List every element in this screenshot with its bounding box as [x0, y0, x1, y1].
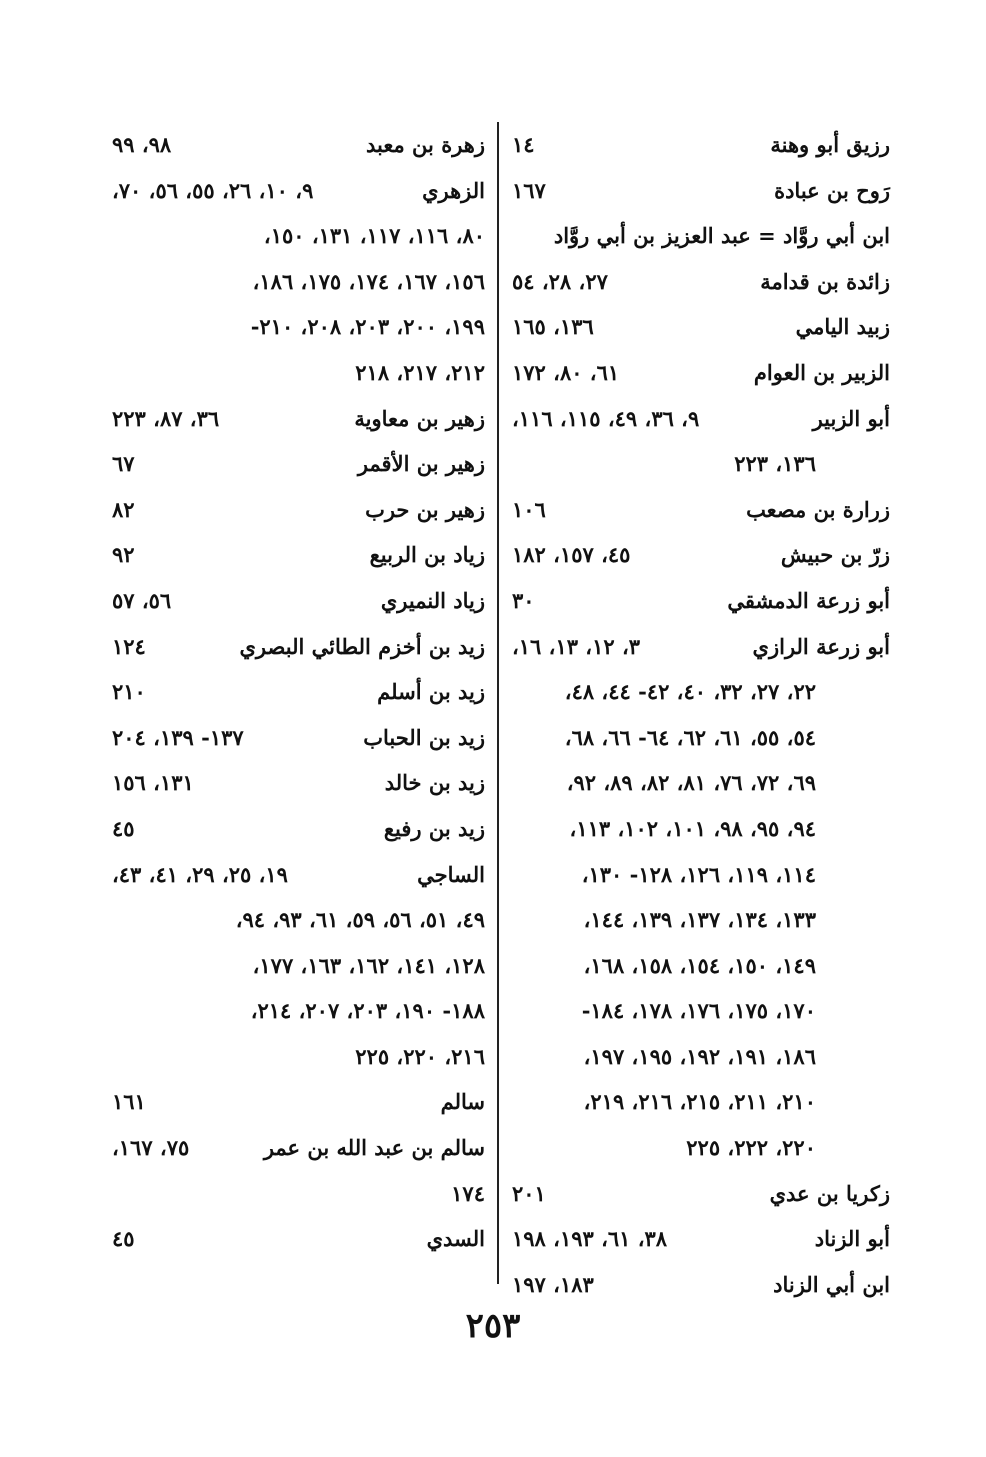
index-entry: [112, 396, 485, 442]
entry-name: زيد بن خالد: [384, 770, 485, 796]
entry-pages: ٣٠: [512, 587, 535, 613]
entry-cross-reference: ابن أبي روَّاد = عبد العزيز بن أبي روَّاد: [553, 223, 890, 249]
index-entry: [112, 532, 485, 578]
entry-name: زيد بن رفيع: [383, 815, 485, 841]
entry-pages-continued: ٦٩، ٧٢، ٧٦، ٨١، ٨٢، ٨٩، ٩٢،: [566, 770, 816, 796]
entry-name: سالم بن عبد الله بن عمر: [263, 1135, 485, 1161]
index-entry: [512, 1171, 890, 1217]
entry-pages: ٦٧: [112, 451, 135, 477]
index-entry: [112, 943, 485, 989]
index-entry: [112, 487, 485, 533]
entry-pages: ٣٦، ٨٧، ٢٢٣: [112, 405, 220, 431]
entry-name: زيد بن الحباب: [363, 724, 485, 750]
index-entry: [512, 897, 890, 943]
index-entry: [112, 1079, 485, 1125]
entry-pages: ٥٦، ٥٧: [112, 587, 172, 613]
entry-pages-continued: ١٤٩، ١٥٠، ١٥٤، ١٥٨، ١٦٨،: [583, 952, 816, 978]
entry-name: أبو زرعة الرازي: [752, 633, 890, 659]
entry-name: زرارة بن مصعب: [746, 496, 890, 522]
entry-pages: ٩، ٣٦، ٤٩، ١١٥، ١١٦،: [512, 405, 700, 431]
index-entry: [512, 669, 890, 715]
index-entry: [512, 304, 890, 350]
index-entry: [512, 760, 890, 806]
index-entry: [512, 943, 890, 989]
entry-pages: ٢٠١: [512, 1180, 546, 1206]
entry-pages: ١٦١: [112, 1089, 146, 1115]
entry-pages: ٧٥، ١٦٧،: [112, 1135, 190, 1161]
entry-name: ابن أبي الزناد: [773, 1271, 890, 1297]
entry-pages: ٢٧، ٢٨، ٥٤: [512, 268, 608, 294]
index-entry: [112, 715, 485, 761]
index-entry: [112, 259, 485, 305]
entry-pages-continued: ٢٢٠، ٢٢٢، ٢٢٥: [686, 1135, 816, 1161]
entry-name: الساجي: [417, 861, 485, 887]
entry-name: زبيد اليامي: [795, 314, 890, 340]
entry-pages: ٨٢: [112, 496, 135, 522]
entry-name: زيد بن أسلم: [377, 679, 485, 705]
index-entry: [112, 350, 485, 396]
index-entry: [512, 168, 890, 214]
index-entry: [112, 441, 485, 487]
entry-pages: ٩، ١٠، ٢٦، ٥٥، ٥٦، ٧٠،: [112, 177, 314, 203]
index-entry: [112, 1034, 485, 1080]
entry-pages: ١٢٤: [112, 633, 146, 659]
index-entry: [112, 168, 485, 214]
entry-pages: ١٠٦: [512, 496, 546, 522]
index-entry: [112, 852, 485, 898]
entry-pages: ٤٥: [112, 815, 135, 841]
index-entry: [512, 1079, 890, 1125]
entry-name: الزهري: [422, 177, 485, 203]
index-entry: [512, 624, 890, 670]
index-entry: [112, 213, 485, 259]
index-entry: [512, 1216, 890, 1262]
index-entry: [512, 715, 890, 761]
entry-pages-continued: ١١٤، ١١٩، ١٢٦، ١٢٨- ١٣٠،: [581, 861, 816, 887]
index-entry: [512, 852, 890, 898]
entry-pages-continued: ٤٩، ٥١، ٥٦، ٥٩، ٦١، ٩٣، ٩٤،: [235, 907, 485, 933]
index-entry: [112, 760, 485, 806]
entry-name: رَوح بن عبادة: [774, 177, 890, 203]
entry-pages: ٤٥: [112, 1226, 135, 1252]
entry-name: زكريا بن عدي: [769, 1180, 890, 1206]
index-entry: [512, 213, 890, 259]
entry-name: رزيق أبو وهنة: [770, 132, 890, 157]
entry-pages-continued: ١٨٨- ١٩٠، ٢٠٣، ٢٠٧، ٢١٤،: [250, 998, 485, 1024]
entry-pages-continued: ١٢٨، ١٤١، ١٦٢، ١٦٣، ١٧٧،: [252, 952, 485, 978]
entry-pages-continued: ١٩٩، ٢٠٠، ٢٠٣، ٢٠٨، ٢١٠-: [250, 314, 485, 340]
index-column-left: [112, 122, 485, 1262]
entry-pages: ١٨٣، ١٩٧: [512, 1271, 594, 1297]
entry-pages-continued: ٩٤، ٩٥، ٩٨، ١٠١، ١٠٢، ١١٣،: [569, 815, 816, 841]
entry-name: زهير بن حرب: [365, 496, 485, 522]
entry-pages: ٢١٠: [112, 679, 146, 705]
index-entry: [112, 806, 485, 852]
entry-name: زهرة بن معبد: [366, 132, 485, 157]
index-entry: [512, 532, 890, 578]
entry-name: زهير بن الأقمر: [357, 451, 485, 477]
index-entry: [112, 122, 485, 168]
index-entry: [512, 1125, 890, 1171]
index-entry: [112, 669, 485, 715]
entry-name: زيد بن أخزم الطائي البصري: [239, 633, 485, 659]
entry-pages: ٣، ١٢، ١٣، ١٦،: [512, 633, 641, 659]
entry-pages: ٩٨، ٩٩: [112, 132, 172, 157]
index-entry: [512, 259, 890, 305]
entry-name: سالم: [440, 1089, 485, 1115]
entry-pages-continued: ٥٤، ٥٥، ٦١، ٦٢، ٦٤- ٦٦، ٦٨،: [564, 724, 816, 750]
index-entry: [512, 578, 890, 624]
index-entry: [512, 487, 890, 533]
entry-pages-continued: ٢٢، ٢٧، ٣٢، ٤٠، ٤٢- ٤٤، ٤٨،: [564, 679, 816, 705]
entry-pages: ١٩، ٢٥، ٢٩، ٤١، ٤٣،: [112, 861, 288, 887]
entry-name: زياد بن الربيع: [369, 542, 485, 568]
entry-name: أبو زرعة الدمشقي: [727, 587, 890, 613]
index-entry: [512, 1262, 890, 1308]
index-entry: [112, 897, 485, 943]
index-entry: [112, 988, 485, 1034]
entry-pages-continued: ٢١٢، ٢١٧، ٢١٨: [355, 359, 485, 385]
index-entry: [112, 1125, 485, 1171]
entry-pages-continued: ١٣٣، ١٣٤، ١٣٧، ١٣٩، ١٤٤،: [583, 907, 816, 933]
index-entry: [112, 624, 485, 670]
index-column-right: [512, 122, 890, 1307]
entry-pages-continued: ١٥٦، ١٦٧، ١٧٤، ١٧٥، ١٨٦،: [252, 268, 485, 294]
entry-pages-continued: ٢١٦، ٢٢٠، ٢٢٥: [355, 1043, 485, 1069]
entry-pages-continued: ٨٠، ١١٦، ١١٧، ١٣١، ١٥٠،: [263, 223, 485, 249]
index-entry: [512, 1034, 890, 1080]
entry-pages: ١٣١، ١٥٦: [112, 770, 194, 796]
entry-name: زياد النميري: [380, 587, 485, 613]
entry-pages: ١٦٧: [512, 177, 546, 203]
index-entry: [512, 806, 890, 852]
entry-name: زهير بن معاوية: [354, 405, 485, 431]
entry-name: زائدة بن قدامة: [760, 268, 890, 294]
entry-pages: ١٣٧- ١٣٩، ٢٠٤: [112, 724, 244, 750]
index-entry: [512, 122, 890, 168]
entry-name: زرّ بن حبيش: [780, 542, 890, 568]
entry-name: الزبير بن العوام: [753, 359, 890, 385]
entry-pages: ٩٢: [112, 542, 135, 568]
entry-pages-continued: ١٣٦، ٢٢٣: [734, 451, 816, 477]
entry-pages-continued: ١٧٠، ١٧٥، ١٧٦، ١٧٨، ١٨٤-: [581, 998, 816, 1024]
column-divider: [497, 122, 499, 1284]
index-entry: [112, 1171, 485, 1217]
index-entry: [512, 988, 890, 1034]
entry-name: السدي: [426, 1226, 485, 1252]
index-entry: [112, 578, 485, 624]
entry-name: أبو الزبير: [812, 405, 890, 431]
entry-pages-continued: ١٨٦، ١٩١، ١٩٢، ١٩٥، ١٩٧،: [583, 1043, 816, 1069]
entry-pages: ٦١، ٨٠، ١٧٢: [512, 359, 620, 385]
entry-pages: ١٤: [512, 132, 535, 157]
index-entry: [112, 1216, 485, 1262]
entry-name: أبو الزناد: [814, 1226, 890, 1252]
entry-pages-continued: ٢١٠، ٢١١، ٢١٥، ٢١٦، ٢١٩،: [583, 1089, 816, 1115]
entry-pages-continued: ١٧٤: [451, 1180, 485, 1206]
index-entry: [512, 396, 890, 442]
index-entry: [112, 304, 485, 350]
index-entry: [512, 350, 890, 396]
entry-pages: ١٣٦، ١٦٥: [512, 314, 594, 340]
page-number: ٢٥٣: [465, 1306, 521, 1346]
index-entry: [512, 441, 890, 487]
entry-pages: ٤٥، ١٥٧، ١٨٢: [512, 542, 631, 568]
entry-pages: ٣٨، ٦١، ١٩٣، ١٩٨: [512, 1226, 668, 1252]
